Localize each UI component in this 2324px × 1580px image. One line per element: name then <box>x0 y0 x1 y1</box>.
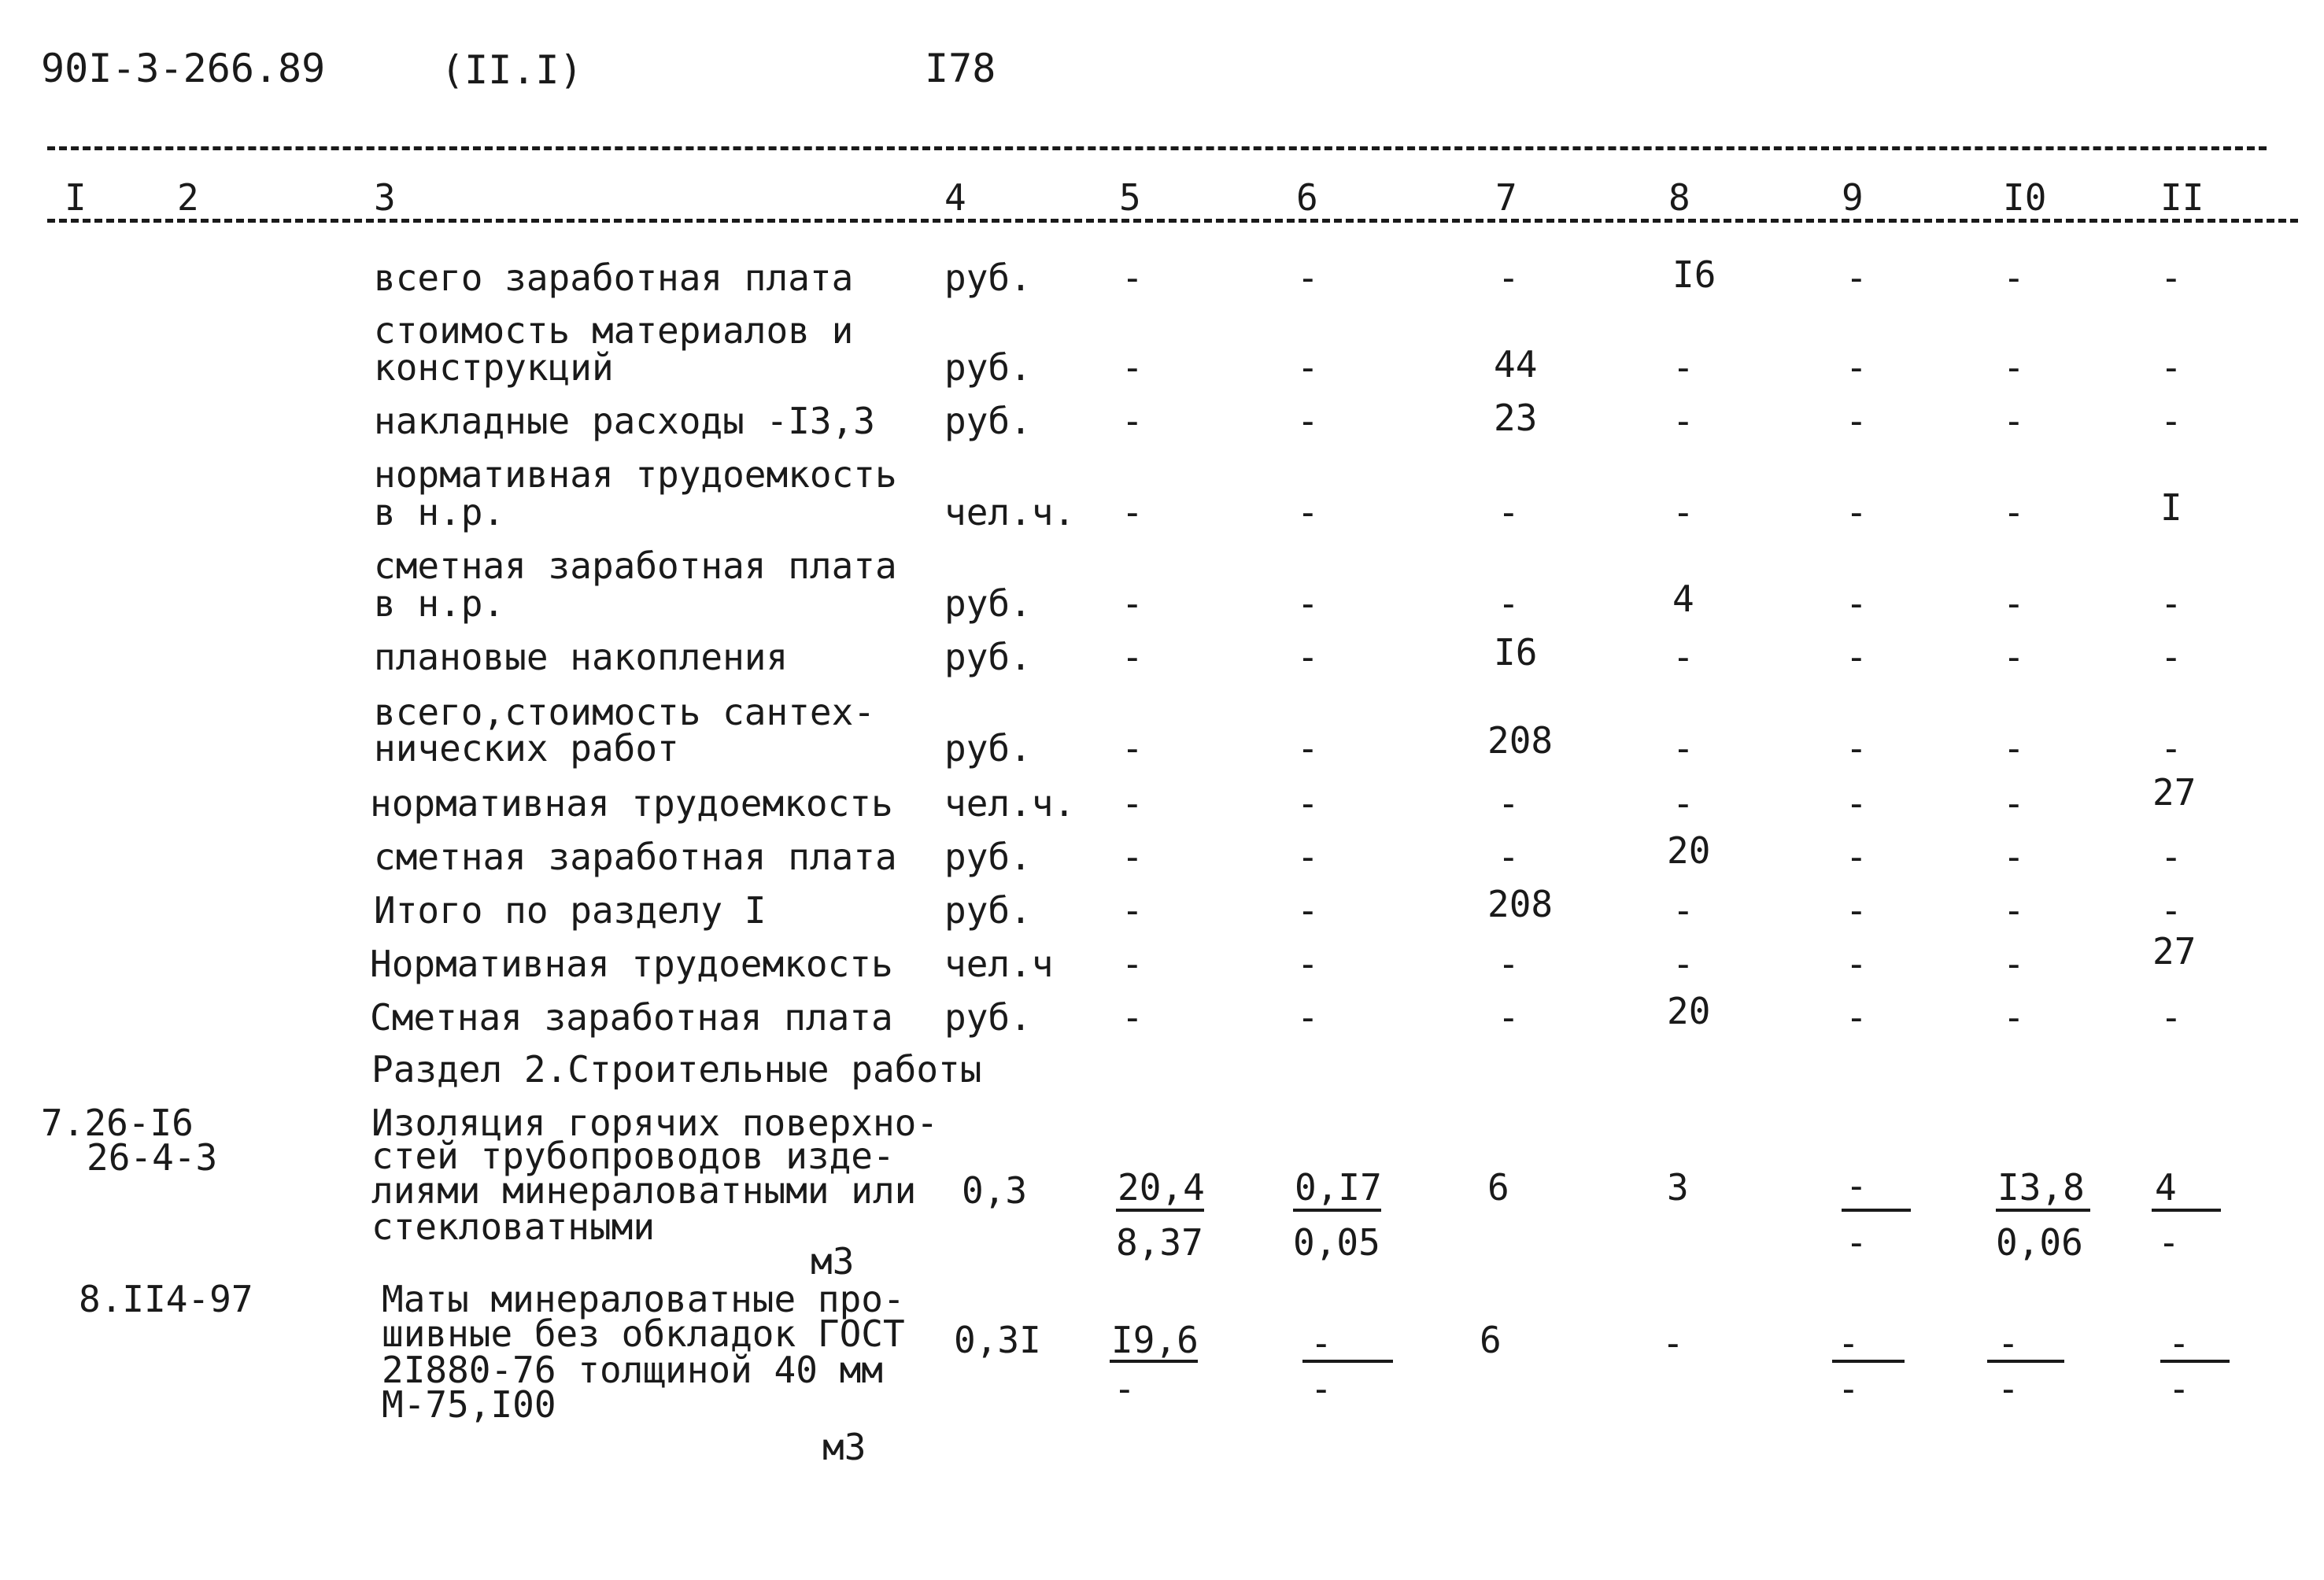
cell-c9-top: - <box>1846 1165 1868 1207</box>
cell-c11: - <box>2160 996 2182 1039</box>
cell-c8: - <box>1662 1322 1684 1364</box>
cell-c5: - <box>1121 889 1144 932</box>
cell-c8: - <box>1672 491 1694 533</box>
cell-c11-top: 4 <box>2155 1166 2177 1209</box>
document-code: 90I-3-266.89 <box>41 46 326 91</box>
cell-c7: - <box>1498 257 1520 299</box>
cell-c8: I6 <box>1672 253 1716 296</box>
page-number: I78 <box>925 46 996 91</box>
item-code: 7.26-I6 <box>41 1102 194 1144</box>
cell-c11-bottom: - <box>2168 1368 2190 1410</box>
cell-c11: 27 <box>2152 930 2197 973</box>
fraction-line <box>1110 1360 1198 1363</box>
row-unit: руб. <box>944 257 1032 299</box>
row-unit: руб. <box>944 582 1032 625</box>
column-header: 3 <box>374 176 396 219</box>
section-2-title: Раздел 2.Строительные работы <box>371 1048 982 1091</box>
cell-c10: - <box>2003 491 2025 533</box>
cell-c9-bottom: - <box>1846 1221 1868 1264</box>
cell-c8: - <box>1672 943 1694 985</box>
cell-c6: - <box>1297 943 1319 985</box>
cell-c10: - <box>2003 346 2025 389</box>
fraction-line <box>1842 1209 1911 1212</box>
cell-c8: - <box>1672 782 1694 825</box>
cell-c10: - <box>2003 782 2025 825</box>
cell-c5: - <box>1121 727 1144 770</box>
item-quantity: 0,3I <box>954 1319 1041 1361</box>
row-unit: чел.ч. <box>944 491 1076 533</box>
row-name: всего,стоимость сантех- <box>374 691 875 733</box>
fraction-line <box>2152 1209 2221 1212</box>
cell-c7: - <box>1498 836 1520 878</box>
row-unit: руб. <box>944 889 1032 932</box>
cell-c5-top: I9,6 <box>1111 1319 1199 1361</box>
cell-c6: - <box>1297 836 1319 878</box>
cell-c10: - <box>2003 943 2025 985</box>
cell-c5: - <box>1121 996 1144 1039</box>
column-header: 8 <box>1668 176 1690 219</box>
column-header: 6 <box>1296 176 1318 219</box>
cell-c5: - <box>1121 943 1144 985</box>
item-description: Изоляция горячих поверхно- <box>371 1102 939 1144</box>
cell-c6: - <box>1297 491 1319 533</box>
row-name: сметная заработная плата <box>374 545 897 587</box>
cell-c9: - <box>1846 727 1868 770</box>
cell-c6: - <box>1297 727 1319 770</box>
cell-c11: - <box>2160 889 2182 932</box>
cell-c8: - <box>1672 636 1694 678</box>
cell-c7: - <box>1498 582 1520 625</box>
cell-c11-top: - <box>2168 1322 2190 1364</box>
cell-c5: - <box>1121 400 1144 442</box>
cell-c7: - <box>1498 943 1520 985</box>
row-unit: чел.ч. <box>944 782 1076 825</box>
cell-c9: - <box>1846 782 1868 825</box>
cell-c5: - <box>1121 836 1144 878</box>
cell-c8: 3 <box>1667 1166 1689 1209</box>
item-unit: м3 <box>811 1240 855 1283</box>
cell-c9: - <box>1846 346 1868 389</box>
cell-c7: - <box>1498 996 1520 1039</box>
row-name: сметная заработная плата <box>374 836 897 878</box>
cell-c8: - <box>1672 346 1694 389</box>
cell-c7: 208 <box>1487 883 1554 925</box>
column-header: I0 <box>2003 176 2047 219</box>
cell-c10: - <box>2003 996 2025 1039</box>
fraction-line <box>1293 1209 1381 1212</box>
item-quantity: 0,3 <box>962 1169 1028 1212</box>
fraction-line <box>1302 1360 1393 1363</box>
cell-c7: 23 <box>1494 397 1538 439</box>
fraction-line <box>1987 1360 2064 1363</box>
cell-c10-bottom: - <box>1997 1368 2019 1410</box>
row-name: нических работ <box>374 727 679 770</box>
row-name: Нормативная трудоемкость <box>370 943 893 985</box>
cell-c11: - <box>2160 400 2182 442</box>
cell-c6: - <box>1297 346 1319 389</box>
item-description: лиями минераловатными или <box>371 1169 917 1212</box>
cell-c11: - <box>2160 257 2182 299</box>
cell-c10: - <box>2003 582 2025 625</box>
column-header: 5 <box>1119 176 1141 219</box>
cell-c11: - <box>2160 727 2182 770</box>
cell-c5: - <box>1121 782 1144 825</box>
cell-c11: 27 <box>2152 771 2197 814</box>
row-unit: руб. <box>944 996 1032 1039</box>
cell-c8: 20 <box>1667 990 1711 1032</box>
item-description: шивные без обкладок ГОСТ <box>382 1312 905 1355</box>
row-name: плановые накопления <box>374 636 789 678</box>
cell-c5: - <box>1121 257 1144 299</box>
item-code: 8.II4-97 <box>79 1278 253 1320</box>
fraction-line <box>1996 1209 2090 1212</box>
column-header: I <box>65 176 87 219</box>
column-header: 2 <box>177 176 199 219</box>
row-unit: руб. <box>944 636 1032 678</box>
cell-c6: - <box>1297 996 1319 1039</box>
fraction-line <box>2160 1360 2230 1363</box>
cell-c6: - <box>1297 582 1319 625</box>
cell-c9-top: - <box>1838 1322 1860 1364</box>
cell-c8: 20 <box>1667 829 1711 872</box>
cell-c6: - <box>1297 400 1319 442</box>
cell-c5: - <box>1121 346 1144 389</box>
cell-c6-top: - <box>1310 1322 1332 1364</box>
cell-c10: - <box>2003 636 2025 678</box>
cell-c9: - <box>1846 257 1868 299</box>
cell-c5: - <box>1121 582 1144 625</box>
cell-c10: - <box>2003 889 2025 932</box>
item-unit: м3 <box>822 1426 866 1468</box>
column-header: II <box>2160 176 2204 219</box>
fraction-line <box>1832 1360 1905 1363</box>
cell-c9: - <box>1846 996 1868 1039</box>
cell-c6: - <box>1297 889 1319 932</box>
cell-c10-top: - <box>1997 1322 2019 1364</box>
cell-c9: - <box>1846 400 1868 442</box>
cell-c5-bottom: 8,37 <box>1116 1221 1203 1264</box>
item-code: 26-4-3 <box>87 1136 218 1179</box>
item-description: стекловатными <box>371 1205 656 1248</box>
cell-c6-bottom: 0,05 <box>1293 1221 1380 1264</box>
item-description: М-75,I00 <box>382 1383 556 1426</box>
cell-c9: - <box>1846 836 1868 878</box>
cell-c11: I <box>2160 486 2182 529</box>
row-unit: руб. <box>944 400 1032 442</box>
column-header: 4 <box>944 176 966 219</box>
cell-c5-bottom: - <box>1114 1368 1136 1410</box>
cell-c8: - <box>1672 727 1694 770</box>
section-code: (II.I) <box>441 47 583 93</box>
header-dashed-rule <box>47 219 2298 223</box>
cell-c7: 44 <box>1494 343 1538 386</box>
cell-c7: I6 <box>1494 631 1538 674</box>
row-name: нормативная трудоемкость <box>370 782 893 825</box>
cell-c6-top: 0,I7 <box>1295 1166 1382 1209</box>
top-dashed-rule <box>47 146 2267 150</box>
cell-c10: - <box>2003 257 2025 299</box>
row-unit: чел.ч <box>944 943 1054 985</box>
row-unit: руб. <box>944 836 1032 878</box>
row-name: в н.р. <box>374 491 505 533</box>
fraction-line <box>1116 1209 1204 1212</box>
item-description: 2I880-76 толщиной 40 мм <box>382 1349 883 1391</box>
cell-c8: - <box>1672 400 1694 442</box>
cell-c7: 208 <box>1487 719 1554 762</box>
cell-c5: - <box>1121 491 1144 533</box>
cell-c11: - <box>2160 636 2182 678</box>
row-name: стоимость материалов и <box>374 309 854 352</box>
cell-c7: 6 <box>1480 1319 1502 1361</box>
row-name: Итого по разделу I <box>374 889 767 932</box>
cell-c6: - <box>1297 257 1319 299</box>
row-name: накладные расходы -I3,3 <box>374 400 875 442</box>
row-name: Сметная заработная плата <box>370 996 893 1039</box>
cell-c8: 4 <box>1672 578 1694 620</box>
cell-c9: - <box>1846 889 1868 932</box>
cell-c10: - <box>2003 400 2025 442</box>
cell-c11: - <box>2160 836 2182 878</box>
row-unit: руб. <box>944 727 1032 770</box>
cell-c11-bottom: - <box>2158 1221 2180 1264</box>
cell-c5-top: 20,4 <box>1118 1166 1205 1209</box>
cell-c5: - <box>1121 636 1144 678</box>
cell-c11: - <box>2160 582 2182 625</box>
cell-c9: - <box>1846 943 1868 985</box>
column-header: 7 <box>1495 176 1517 219</box>
row-unit: руб. <box>944 346 1032 389</box>
cell-c9: - <box>1846 582 1868 625</box>
item-description: стей трубопроводов изде- <box>371 1135 895 1177</box>
cell-c10: - <box>2003 836 2025 878</box>
item-description: Маты минераловатные про- <box>382 1278 905 1320</box>
cell-c10-top: I3,8 <box>1997 1166 2085 1209</box>
cell-c10: - <box>2003 727 2025 770</box>
column-header: 9 <box>1842 176 1864 219</box>
row-name: в н.р. <box>374 582 505 625</box>
cell-c9-bottom: - <box>1838 1368 1860 1410</box>
cell-c9: - <box>1846 491 1868 533</box>
cell-c11: - <box>2160 346 2182 389</box>
cell-c7: 6 <box>1487 1166 1509 1209</box>
cell-c6: - <box>1297 636 1319 678</box>
cell-c10-bottom: 0,06 <box>1996 1221 2083 1264</box>
cell-c9: - <box>1846 636 1868 678</box>
cell-c7: - <box>1498 491 1520 533</box>
cell-c6-bottom: - <box>1310 1368 1332 1410</box>
cell-c7: - <box>1498 782 1520 825</box>
cell-c8: - <box>1672 889 1694 932</box>
cell-c6: - <box>1297 782 1319 825</box>
row-name: конструкций <box>374 346 614 389</box>
row-name: всего заработная плата <box>374 257 854 299</box>
row-name: нормативная трудоемкость <box>374 453 897 496</box>
